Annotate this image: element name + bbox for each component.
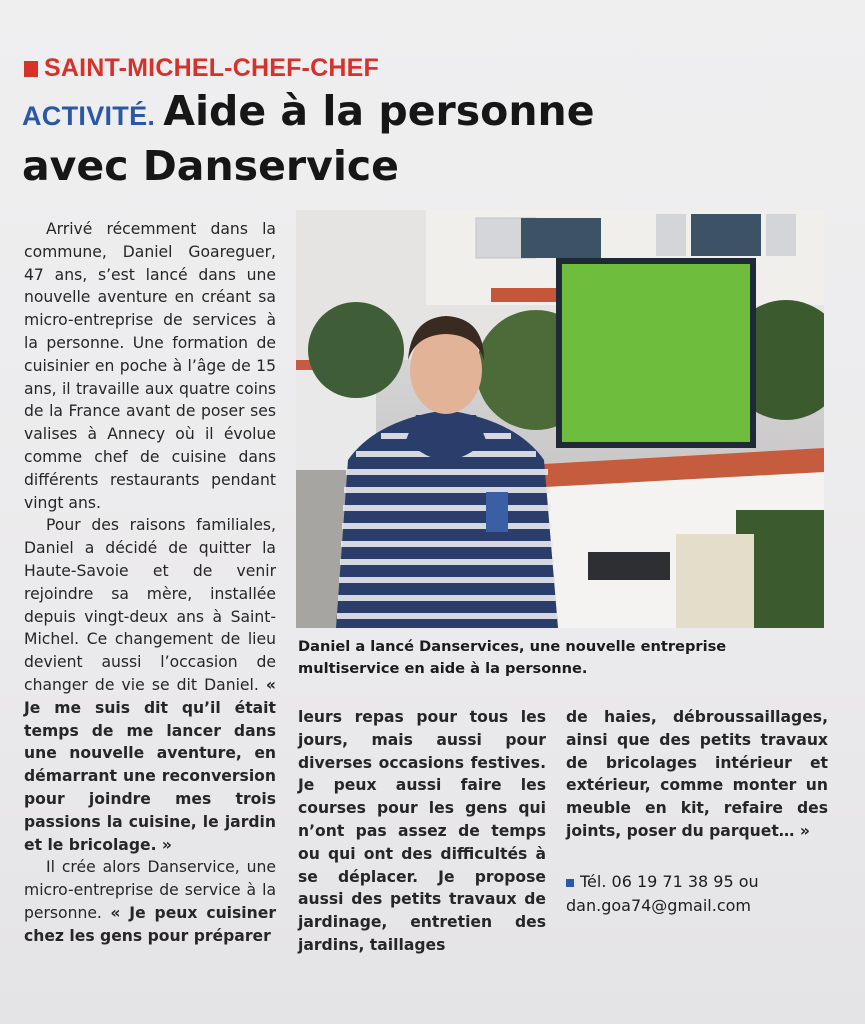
- section-marker: [24, 61, 38, 77]
- paragraph-2: [24, 514, 276, 856]
- headline: [22, 86, 842, 191]
- paragraph-3: [24, 856, 276, 947]
- headline-kicker: ACTIVITÉ.: [22, 101, 156, 131]
- article-column-1: [24, 218, 276, 948]
- contact-email: dan.goa74@gmail.com: [566, 896, 751, 915]
- contact-phone: Tél. 06 19 71 38 95 ou: [580, 872, 759, 891]
- headline-line1: Aide à la personne: [163, 87, 595, 135]
- paragraph-3-text: Il crée alors Danservice, une micro-entreprise de service à la personne.: [24, 858, 276, 922]
- photo-illustration: [296, 210, 824, 628]
- section-title: SAINT-MICHEL-CHEF-CHEF: [44, 54, 379, 82]
- section-label: [24, 54, 379, 83]
- article-photo: [296, 210, 824, 628]
- article-column-2: [298, 706, 546, 957]
- bullet-icon: [566, 879, 574, 887]
- quote-end: de haies, débroussaillages, ainsi que des petits travaux de bricolages intérieur et extérieur, comme monter un meuble en kit, refaire des joints, poser du parquet… »: [566, 708, 828, 840]
- quote-continued: leurs repas pour tous les jours, mais aussi pour diverses occasions festives. Je peux aussi faire les courses pour les gens qui n’ont pas assez de temps ou qui ont des difficultés à se déplacer. Je propose aussi des petits travaux de jardinage, entretien des jardins, taillages: [298, 708, 546, 954]
- contact-phone-line: [566, 870, 828, 894]
- paragraph-2-text: Pour des raisons familiales, Daniel a décidé de quitter la Haute-Savoie et de venir rejoindre sa mère, installée depuis vingt-deux ans à Saint-Michel. Ce changement de lieu devient aussi l’occasion de changer de vie se dit Daniel.: [24, 516, 276, 694]
- article-column-3: [566, 706, 828, 843]
- quote-2: « Je peux cuisiner chez les gens pour préparer: [24, 903, 277, 945]
- contact-info: [566, 870, 828, 918]
- photo-caption: Daniel a lancé Danservices, une nouvelle entreprise multiservice en aide à la personne.: [298, 638, 727, 677]
- headline-line2: avec Danservice: [22, 142, 399, 190]
- quote-1: « Je me suis dit qu’il était temps de me lancer dans une nouvelle aventure, en démarrant une reconversion pour joindre mes trois passions la cuisine, le jardin et le bricolage. »: [24, 675, 276, 854]
- paragraph-1: Arrivé récemment dans la commune, Daniel Goareguer, 47 ans, s’est lancé dans une nouvelle aventure en créant sa micro-entreprise de services à la personne. Une formation de cuisinier en poche à l’âge de 15 ans, il travaille aux quatre coins de la France avant de poser ses valises à Annecy où il évolue comme chef de cuisine dans différents restaurants pendant vingt ans.: [24, 220, 276, 512]
